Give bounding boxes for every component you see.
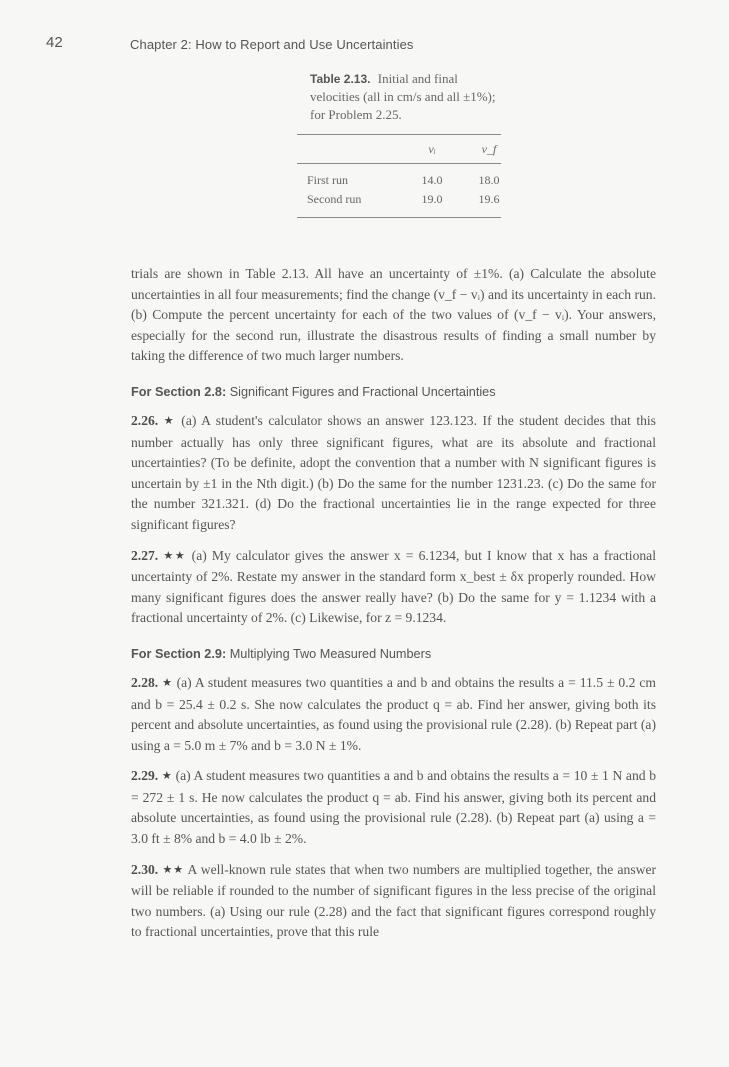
section-label: For Section 2.8: — [131, 384, 227, 399]
table-body — [297, 164, 507, 217]
difficulty-star-icon: ★ — [163, 413, 176, 427]
table-header-row — [297, 140, 507, 159]
difficulty-star-icon: ★ — [162, 675, 173, 689]
table-cell-vf: 18.0 — [478, 173, 500, 187]
problem-text: (a) A student measures two quantities a and b and obtains the results a = 10 ± 1 N and b = 272 ± 1 s. He now calculates the product q = ab. Find his answer, giving both its percent and absolute uncertainties, as found using the provisional rule (2.28). (b) Repeat part (a) using a = 3.0 ft ± 8% and b = 4.0 lb ± 2%. — [131, 768, 656, 847]
problem-2-26 — [131, 411, 656, 536]
table-header-vi: vᵢ — [428, 142, 436, 156]
table-cell-vf: 19.6 — [478, 192, 500, 206]
problem-2-28 — [131, 673, 656, 756]
problem-number: 2.30. — [131, 861, 159, 877]
section-title-text: Multiplying Two Measured Numbers — [229, 646, 432, 661]
section-title-text: Significant Figures and Fractional Uncertainties — [229, 384, 496, 399]
table-row-label: First run — [307, 173, 349, 187]
problem-2-30 — [131, 860, 656, 943]
table-row — [297, 171, 507, 190]
problem-number: 2.28. — [131, 674, 159, 690]
data-table-block — [297, 70, 507, 218]
table-header-vf: v_f — [481, 142, 497, 156]
problem-text-area — [131, 264, 656, 943]
problem-2-27 — [131, 546, 656, 629]
table-caption-label: Table 2.13. — [310, 72, 371, 86]
problem-text: (a) A student measures two quantities a and b and obtains the results a = 11.5 ± 0.2 cm and b = 25.4 ± 0.2 s. She now calculates the product q = ab. Find her answer, giving both its percent and absolute uncertainties, as found using the provisional rule (2.28). (b) Repeat part (a) using a = 5.0 m ± 7% and b = 3.0 N ± 1%. — [131, 674, 656, 753]
intro-paragraph: trials are shown in Table 2.13. All have an uncertainty of ±1%. (a) Calculate the absolute uncertainties in all four measurements; find the change (v_f − vᵢ) and its uncertainty in each run. (b) Compute the percent uncertainty for each of the two values of (v_f − vᵢ). Your answers, especially for the second run, illustrate the disastrous results of finding a small number by taking the difference of two much larger numbers. — [131, 266, 656, 364]
problem-number: 2.26. — [131, 412, 159, 428]
table-bottom-rule — [297, 217, 501, 218]
chapter-title: Chapter 2: How to Report and Use Uncertainties — [130, 37, 414, 52]
section-label: For Section 2.9: — [131, 646, 227, 661]
difficulty-star-icon: ★★ — [163, 548, 187, 562]
table-cell-vi: 14.0 — [421, 173, 443, 187]
problem-text: (a) My calculator gives the answer x = 6.1234, but I know that x has a fractional uncertainty of 2%. Restate my answer in the standard form x_best ± δx properly rounded. How many significant figures does the answer really have? (b) Do the same for y = 1.1234 with a fractional uncertainty of 2%. (c) Likewise, for z = 9.1234. — [131, 547, 656, 626]
table-caption-text: Initial and final velocities (all in cm/s and all ±1%); for Problem 2.25. — [310, 71, 496, 122]
table-row — [297, 190, 507, 209]
section-heading-2-9 — [131, 645, 656, 663]
difficulty-star-icon: ★ — [161, 769, 172, 783]
section-heading-2-8 — [131, 383, 656, 401]
difficulty-star-icon: ★★ — [162, 862, 184, 876]
table-cell-vi: 19.0 — [421, 192, 443, 206]
problem-2-29 — [131, 766, 656, 849]
table-caption — [310, 70, 500, 124]
problem-text: (a) A student's calculator shows an answer 123.123. If the student decides that this number actually has only three significant figures, what are its absolute and fractional uncertainties? (To be definite, adopt the convention that a number with N significant figures is uncertain by ±1 in the Nth digit.) (b) Do the same for the number 1231.23. (c) Do the same for the number 321.321. (d) Do the fractional uncertainties lie in the range expected for three significant figures? — [131, 412, 656, 532]
problem-number: 2.27. — [131, 547, 159, 563]
table-top-rule — [297, 134, 501, 135]
problem-number: 2.29. — [131, 768, 159, 784]
page-number: 42 — [46, 34, 63, 51]
table-row-label: Second run — [307, 192, 362, 206]
problem-text: A well-known rule states that when two numbers are multiplied together, the answer will be reliable if rounded to the number of significant figures in the less precise of the original two numbers. (a) Using our rule (2.28) and the fact that significant figures correspond roughly to fractional uncertainties, prove that this rule — [131, 861, 657, 940]
